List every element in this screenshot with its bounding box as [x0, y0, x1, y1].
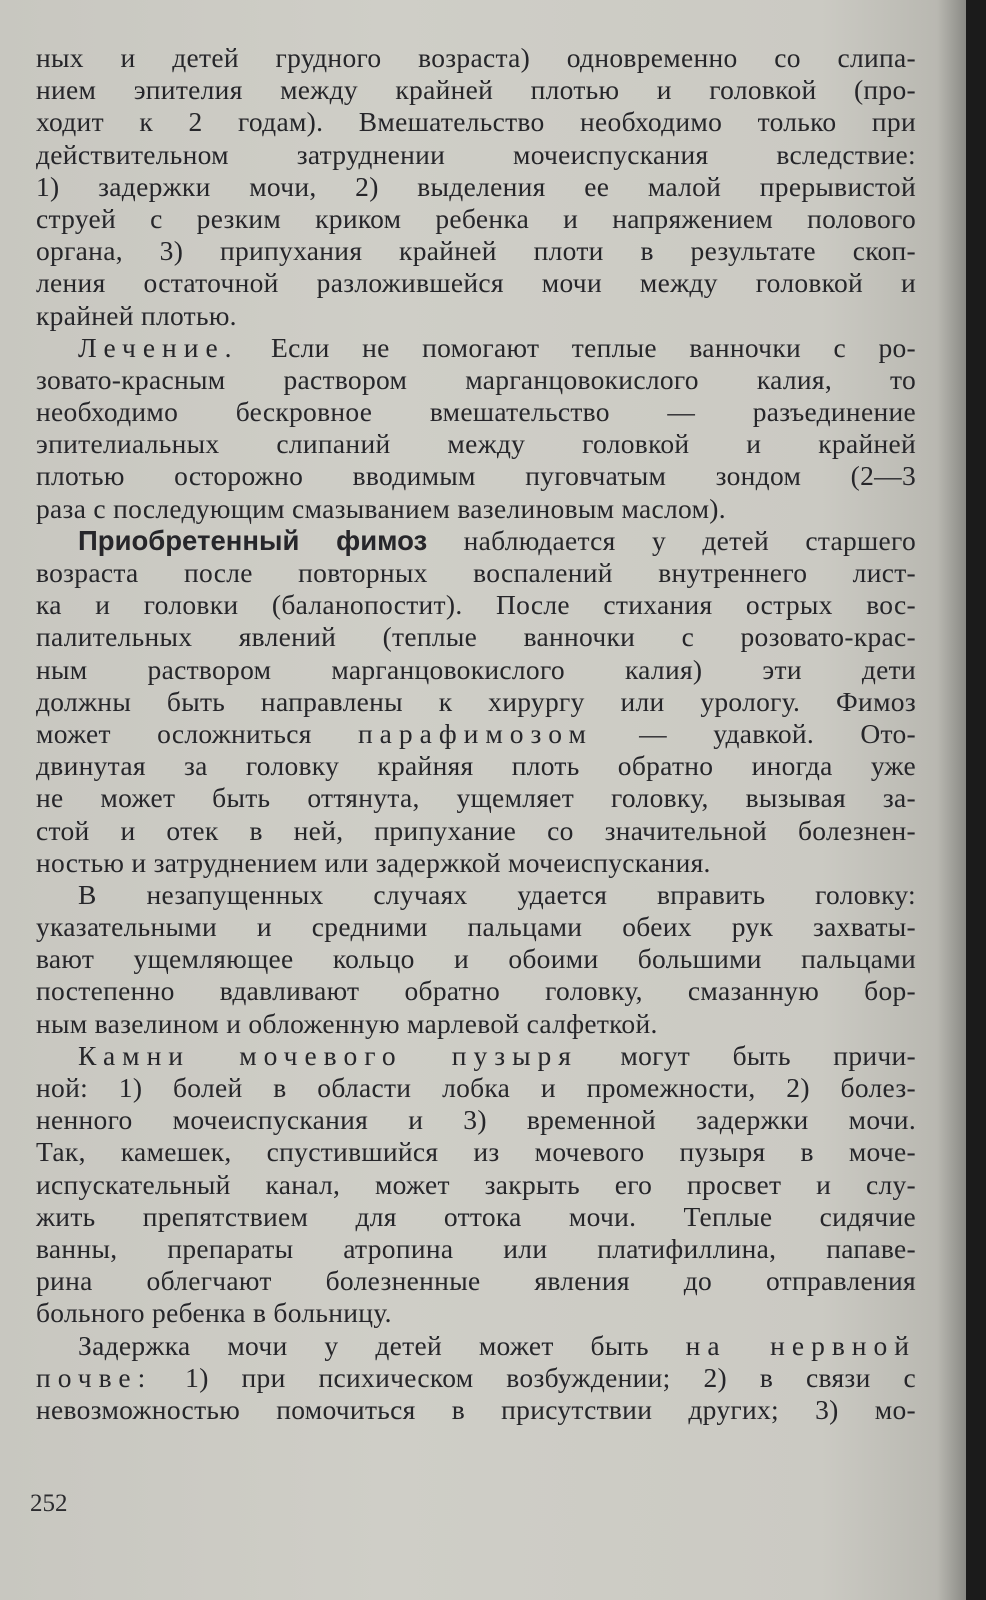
spaced-term: на нервной — [685, 1329, 916, 1361]
text-line — [36, 879, 916, 911]
text-line — [36, 1394, 916, 1426]
line-text: ка и головки (баланопостит). После стихания острых вос- — [36, 589, 916, 621]
text-line — [36, 1008, 916, 1040]
text-line — [36, 621, 916, 653]
text-line — [36, 364, 916, 396]
text-line — [36, 911, 916, 943]
text-line — [36, 139, 916, 171]
line-text: Так, камешек, спустившийся из мочевого пузыря в моче- — [36, 1136, 916, 1168]
text-line — [36, 171, 916, 203]
text-line — [36, 460, 916, 492]
text-line — [36, 235, 916, 267]
text-line — [36, 1072, 916, 1104]
line-text: необходимо бескровное вмешательство — разъединение — [36, 396, 916, 428]
text-line — [36, 203, 916, 235]
line-text: палительных явлений (теплые ванночки с розовато-крас- — [36, 621, 916, 653]
spaced-term: Лечение. — [78, 331, 239, 363]
text-line — [36, 106, 916, 138]
line-text: не может быть оттянута, ущемляет головку, вызывая за- — [36, 782, 916, 814]
line-text: зовато-красным раствором марганцовокислого калия, то — [36, 363, 916, 395]
line-text: раза с последующим смазыванием вазелиновым маслом). — [36, 492, 726, 524]
text-line — [36, 750, 916, 782]
text-line — [36, 525, 916, 557]
line-text: указательными и средними пальцами обеих рук захваты- — [36, 911, 916, 943]
line-text: действительном затруднении мочеиспускания вследствие: — [36, 138, 916, 170]
page-number: 252 — [30, 1490, 68, 1517]
text-line — [36, 557, 916, 589]
text-line — [36, 1136, 916, 1168]
text-line — [36, 1104, 916, 1136]
line-text: Если не помогают теплые ванночки с ро- — [238, 331, 916, 363]
text-line — [36, 1040, 916, 1072]
text-line — [36, 815, 916, 847]
line-text: органа, 3) припухания крайней плоти в результате скоп- — [36, 235, 916, 267]
page-body-text — [36, 42, 916, 1426]
text-line — [36, 300, 916, 332]
line-text: больного ребенка в больницу. — [36, 1297, 392, 1329]
text-line — [36, 1362, 916, 1394]
line-text: нием эпителия между крайней плотью и головкой (про- — [36, 74, 916, 106]
text-line — [36, 1265, 916, 1297]
line-text: — удавкой. Ото- — [592, 717, 916, 749]
spaced-term: Камни мочевого пузыря — [78, 1039, 578, 1071]
line-text: ходит к 2 годам). Вмешательство необходимо только при — [36, 106, 916, 138]
line-text: В незапущенных случаях удается вправить головку: — [78, 878, 916, 910]
text-line — [36, 332, 916, 364]
text-line — [36, 589, 916, 621]
line-text: струей с резким криком ребенка и напряжением полового — [36, 202, 916, 234]
line-text: ления остаточной разложившейся мочи между головкой и — [36, 267, 916, 299]
line-text: ным вазелином и обложенную марлевой салфеткой. — [36, 1007, 658, 1039]
bold-term: Приобретенный фимоз — [78, 524, 428, 556]
line-text: может осложниться — [36, 717, 358, 749]
spaced-term: парафимозом — [357, 717, 593, 749]
line-text: ной: 1) болей в области лобка и промежности, 2) болез- — [36, 1072, 916, 1103]
line-text: ных и детей грудного возраста) одновременно со слипа- — [36, 42, 916, 73]
text-line — [36, 267, 916, 299]
text-line — [36, 943, 916, 975]
text-line — [36, 1169, 916, 1201]
line-text: двинутая за головку крайняя плоть обратно иногда уже — [36, 750, 916, 782]
line-text: постепенно вдавливают обратно головку, смазанную бор- — [36, 975, 916, 1007]
line-text: ностью и затруднением или задержкой мочеиспускания. — [36, 846, 711, 878]
line-text: рина облегчают болезненные явления до отправления — [36, 1265, 916, 1297]
text-line — [36, 74, 916, 106]
text-line — [36, 975, 916, 1007]
line-text: жить препятствием для оттока мочи. Теплые сидячие — [36, 1200, 916, 1232]
line-text: ненного мочеиспускания и 3) временной задержки мочи. — [36, 1104, 916, 1136]
text-line — [36, 1233, 916, 1265]
text-line — [36, 718, 916, 750]
line-text: эпителиальных слипаний между головкой и крайней — [36, 428, 916, 460]
text-line — [36, 782, 916, 814]
line-text: 1) при психическом возбуждении; 2) в связи с — [152, 1361, 916, 1393]
text-line — [36, 396, 916, 428]
line-text: стой и отек в ней, припухание со значительной болезнен- — [36, 814, 916, 846]
line-text: плотью осторожно вводимым пуговчатым зондом (2—3 — [36, 460, 916, 492]
text-line — [36, 686, 916, 718]
line-text: 1) задержки мочи, 2) выделения ее малой прерывистой — [36, 170, 916, 202]
text-line — [36, 654, 916, 686]
line-text: испускательный канал, может закрыть его просвет и слу- — [36, 1168, 916, 1200]
line-text: должны быть направлены к хирургу или урологу. Фимоз — [36, 685, 916, 717]
line-text: наблюдается у детей старшего — [427, 524, 916, 556]
line-text: могут быть причи- — [577, 1039, 916, 1071]
line-text: ванны, препараты атропина или платифиллина, папаве- — [36, 1232, 916, 1264]
line-text: возраста после повторных воспалений внутреннего лист- — [36, 557, 916, 588]
line-text: ным раствором марганцовокислого калия) эти дети — [36, 653, 916, 685]
line-text: Задержка мочи у детей может быть — [78, 1329, 686, 1361]
text-line — [36, 428, 916, 460]
line-text: вают ущемляющее кольцо и обоими большими пальцами — [36, 943, 916, 975]
line-text: невозможностью помочиться в присутствии других; 3) мо- — [36, 1393, 916, 1425]
text-line — [36, 847, 916, 879]
text-line — [36, 1297, 916, 1329]
text-line — [36, 42, 916, 74]
text-line — [36, 1201, 916, 1233]
line-text: крайней плотью. — [36, 299, 237, 331]
text-line — [36, 1330, 916, 1362]
text-line — [36, 493, 916, 525]
spaced-term: почве: — [36, 1361, 153, 1393]
